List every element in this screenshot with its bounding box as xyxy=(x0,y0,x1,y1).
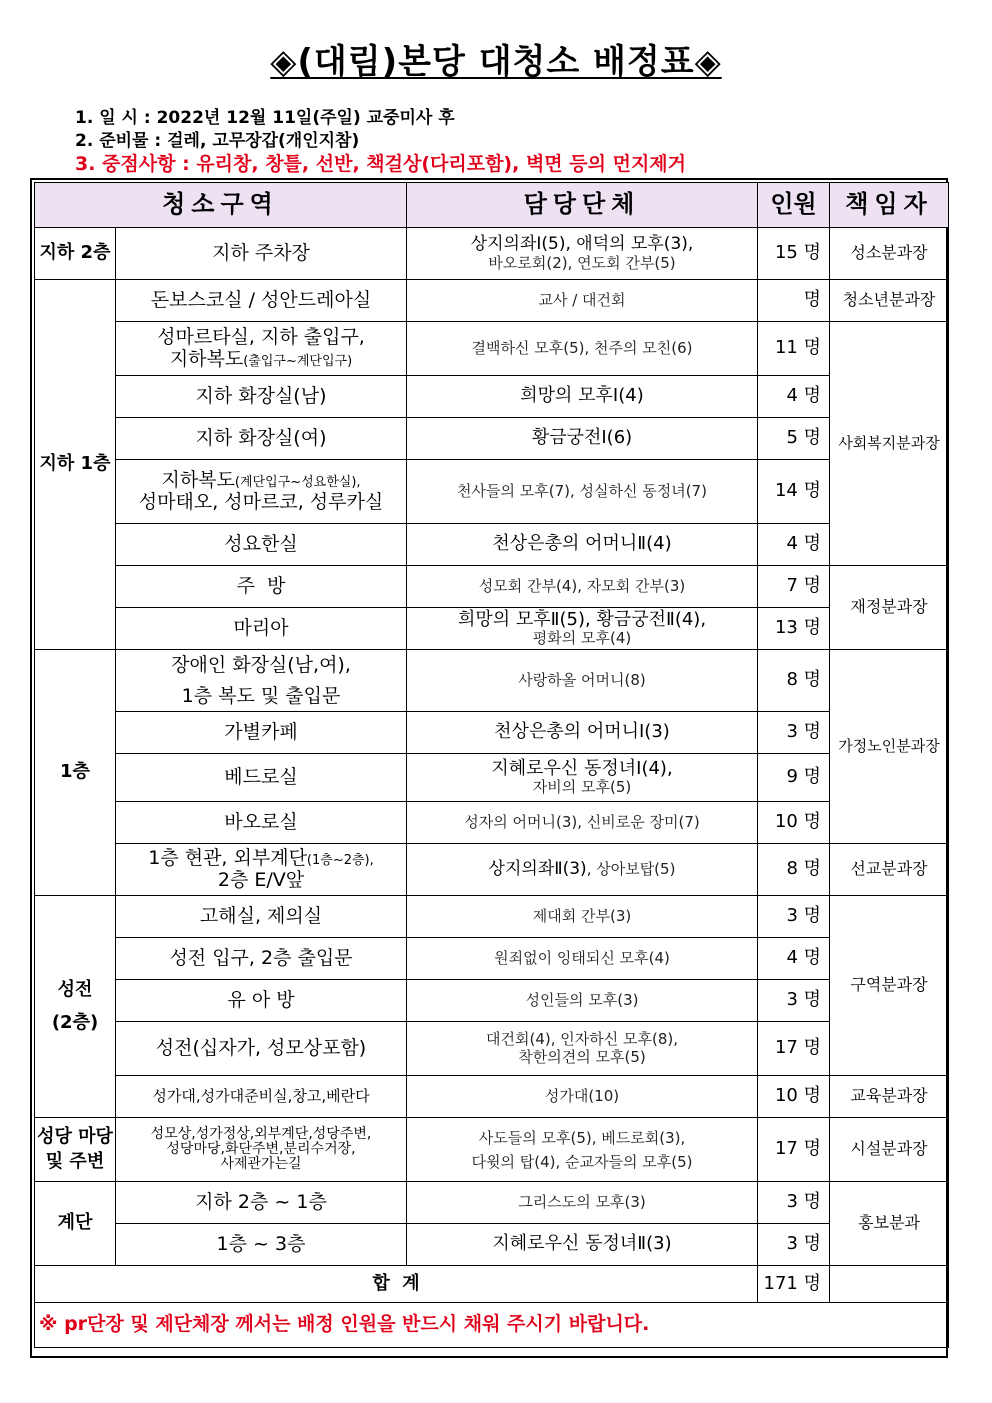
group-cell: 성가대(10) xyxy=(407,1076,758,1118)
table-row xyxy=(35,1118,949,1182)
count-cell: 8 명 xyxy=(758,844,830,896)
count-cell: 17 명 xyxy=(758,1118,830,1182)
group-cell: 지혜로우신 동정녀Ⅰ(4), 자비의 모후(5) xyxy=(407,754,758,802)
area-cell: 지하 2층 ~ 1층 xyxy=(116,1182,407,1224)
group-cell: 사랑하올 어머니(8) xyxy=(407,650,758,712)
table-row xyxy=(35,938,949,980)
table-row xyxy=(35,280,949,322)
table-row xyxy=(35,754,949,802)
resp-cell: 시설분과장 xyxy=(830,1118,949,1182)
table-row xyxy=(35,1076,949,1118)
group-cell: 황금궁전Ⅰ(6) xyxy=(407,418,758,460)
table-row xyxy=(35,460,949,524)
header-row xyxy=(35,183,949,228)
group-cell: 천상은총의 어머니Ⅰ(3) xyxy=(407,712,758,754)
page-title: ◈(대림)본당 대청소 배정표◈ xyxy=(270,42,722,82)
table-row xyxy=(35,418,949,460)
group-cell: 교사 / 대건회 xyxy=(407,280,758,322)
count-cell: 11 명 xyxy=(758,322,830,376)
count-cell: 3 명 xyxy=(758,712,830,754)
area-cell: 1층 ~ 3층 xyxy=(116,1224,407,1266)
area-cell: 지하 화장실(여) xyxy=(116,418,407,460)
floor-cell: 지하 1층 xyxy=(35,280,116,650)
area-cell: 성요한실 xyxy=(116,524,407,566)
table-row xyxy=(35,1224,949,1266)
group-cell: 지혜로우신 동정녀Ⅱ(3) xyxy=(407,1224,758,1266)
area-cell: 1층 현관, 외부계단(1층~2층), 2층 E/V앞 xyxy=(116,844,407,896)
resp-cell: 선교분과장 xyxy=(830,844,949,896)
count-cell: 3 명 xyxy=(758,1224,830,1266)
table-row xyxy=(35,802,949,844)
area-cell: 주 방 xyxy=(116,566,407,608)
group-cell: 원죄없이 잉태되신 모후(4) xyxy=(407,938,758,980)
group-cell: 성자의 어머니(3), 신비로운 장미(7) xyxy=(407,802,758,844)
floor-cell: 1층 xyxy=(35,650,116,896)
group-cell: 상지의좌Ⅱ(3), 상아보탑(5) xyxy=(407,844,758,896)
resp-cell: 홍보분과 xyxy=(830,1182,949,1266)
count-cell: 9 명 xyxy=(758,754,830,802)
group-cell: 대건회(4), 인자하신 모후(8), 착한의견의 모후(5) xyxy=(407,1022,758,1076)
area-cell: 성모상,성가정상,외부계단,성당주변, 성당마당,화단주변,분리수거장, 사제관가는길 xyxy=(116,1118,407,1182)
note-row xyxy=(35,1303,949,1348)
group-cell: 그리스도의 모후(3) xyxy=(407,1182,758,1224)
info-date: 1. 일 시 : 2022년 12월 11일(주일) 교중미사 후 xyxy=(75,108,455,128)
resp-cell: 청소년분과장 xyxy=(830,280,949,322)
floor-cell: 지하 2층 xyxy=(35,228,116,280)
resp-cell: 재정분과장 xyxy=(830,566,949,650)
table-row xyxy=(35,650,949,712)
group-cell: 성모회 간부(4), 자모회 간부(3) xyxy=(407,566,758,608)
table-row xyxy=(35,896,949,938)
table-row xyxy=(35,524,949,566)
group-cell: 희망의 모후Ⅱ(5), 황금궁전Ⅱ(4), 평화의 모후(4) xyxy=(407,608,758,650)
resp-cell: 가정노인분과장 xyxy=(830,650,949,844)
group-cell: 희망의 모후Ⅰ(4) xyxy=(407,376,758,418)
group-cell: 상지의좌Ⅰ(5), 애덕의 모후(3), 바오로회(2), 연도회 간부(5) xyxy=(407,228,758,280)
table-row xyxy=(35,980,949,1022)
area-cell: 성전 입구, 2층 출입문 xyxy=(116,938,407,980)
note-text: ※ pr단장 및 제단체장 께서는 배정 인원을 반드시 채워 주시기 바랍니다. xyxy=(35,1303,949,1348)
count-cell: 3 명 xyxy=(758,1182,830,1224)
count-cell: 5 명 xyxy=(758,418,830,460)
group-cell: 성인들의 모후(3) xyxy=(407,980,758,1022)
info-focus: 3. 중점사항 : 유리창, 창틀, 선반, 책걸상(다리포함), 벽면 등의 먼지제거 xyxy=(75,153,687,175)
header-resp: 책임자 xyxy=(830,183,949,228)
group-cell: 결백하신 모후(5), 천주의 모친(6) xyxy=(407,322,758,376)
area-cell: 바오로실 xyxy=(116,802,407,844)
area-cell: 고해실, 제의실 xyxy=(116,896,407,938)
header-count: 인원 xyxy=(758,183,830,228)
floor-cell: 계단 xyxy=(35,1182,116,1266)
group-cell: 제대회 간부(3) xyxy=(407,896,758,938)
count-cell: 3 명 xyxy=(758,896,830,938)
table-row xyxy=(35,566,949,608)
total-resp-empty xyxy=(830,1266,949,1303)
floor-cell: 성당 마당 및 주변 xyxy=(35,1118,116,1182)
count-cell: 3 명 xyxy=(758,980,830,1022)
floor-cell: 성전 (2층) xyxy=(35,896,116,1118)
header-area: 청소구역 xyxy=(35,183,407,228)
total-label: 합 계 xyxy=(35,1266,758,1303)
assignment-table xyxy=(34,182,949,1348)
area-cell: 돈보스코실 / 성안드레아실 xyxy=(116,280,407,322)
count-cell: 10 명 xyxy=(758,802,830,844)
area-cell: 지하 주차장 xyxy=(116,228,407,280)
table-row xyxy=(35,1022,949,1076)
count-cell: 13 명 xyxy=(758,608,830,650)
area-cell: 장애인 화장실(남,여), 1층 복도 및 출입문 xyxy=(116,650,407,712)
table-row xyxy=(35,376,949,418)
resp-cell: 교육분과장 xyxy=(830,1076,949,1118)
table-row xyxy=(35,712,949,754)
count-cell: 7 명 xyxy=(758,566,830,608)
table-row xyxy=(35,608,949,650)
area-cell: 성가대,성가대준비실,창고,베란다 xyxy=(116,1076,407,1118)
area-cell: 지하복도(계단입구~성요한실), 성마태오, 성마르코, 성루카실 xyxy=(116,460,407,524)
group-cell: 사도들의 모후(5), 베드로회(3), 다윗의 탑(4), 순교자들의 모후(5) xyxy=(407,1118,758,1182)
area-cell: 성전(십자가, 성모상포함) xyxy=(116,1022,407,1076)
area-cell: 유 아 방 xyxy=(116,980,407,1022)
count-cell: 4 명 xyxy=(758,524,830,566)
table-row xyxy=(35,322,949,376)
table-row xyxy=(35,1182,949,1224)
area-cell: 성마르타실, 지하 출입구, 지하복도(출입구~계단입구) xyxy=(116,322,407,376)
area-cell: 지하 화장실(남) xyxy=(116,376,407,418)
count-cell: 8 명 xyxy=(758,650,830,712)
group-cell: 천상은총의 어머니Ⅱ(4) xyxy=(407,524,758,566)
count-cell: 4 명 xyxy=(758,376,830,418)
count-cell: 명 xyxy=(758,280,830,322)
count-cell: 10 명 xyxy=(758,1076,830,1118)
info-supplies: 2. 준비물 : 걸레, 고무장갑(개인지참) xyxy=(75,131,360,151)
area-cell: 마리아 xyxy=(116,608,407,650)
total-count: 171 명 xyxy=(758,1266,830,1303)
area-cell: 베드로실 xyxy=(116,754,407,802)
count-cell: 17 명 xyxy=(758,1022,830,1076)
count-cell: 15 명 xyxy=(758,228,830,280)
total-row xyxy=(35,1266,949,1303)
resp-cell: 사회복지분과장 xyxy=(830,322,949,566)
table-row xyxy=(35,844,949,896)
resp-cell: 성소분과장 xyxy=(830,228,949,280)
area-cell: 가별카페 xyxy=(116,712,407,754)
table-row xyxy=(35,228,949,280)
header-group: 담당단체 xyxy=(407,183,758,228)
count-cell: 4 명 xyxy=(758,938,830,980)
group-cell: 천사들의 모후(7), 성실하신 동정녀(7) xyxy=(407,460,758,524)
count-cell: 14 명 xyxy=(758,460,830,524)
resp-cell: 구역분과장 xyxy=(830,896,949,1076)
